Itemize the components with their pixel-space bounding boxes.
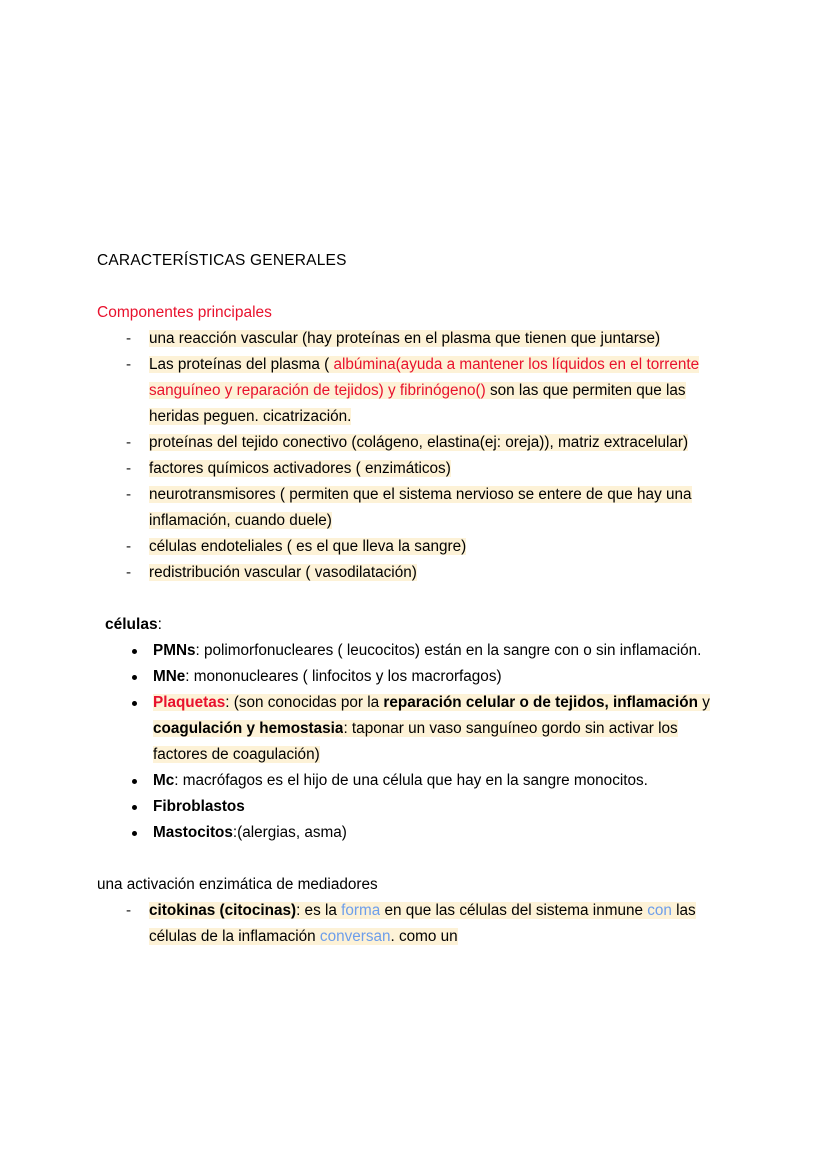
text-run: las células de la inflamación — [149, 902, 696, 945]
list-item — [97, 430, 732, 456]
text-run: una reacción vascular (hay proteínas en el plasma que tienen que juntarse) — [149, 330, 661, 347]
text-run: : es la — [296, 902, 342, 919]
text-run: proteínas del tejido conectivo (colágeno, elastina(ej: oreja)), matriz extracelular) — [149, 434, 689, 451]
text-run: y — [697, 694, 710, 711]
mediadores-intro: una activación enzimática de mediadores — [97, 876, 378, 893]
celulas-colon: : — [157, 616, 162, 633]
mediadores-list — [97, 898, 732, 950]
componentes-list — [97, 326, 732, 586]
text-run: forma — [341, 902, 381, 919]
text-run: Mastocitos — [153, 824, 233, 841]
celulas-list — [97, 638, 732, 846]
text-run: células endoteliales ( es el que lleva la sangre) — [149, 538, 467, 555]
text-run: en que las células del sistema inmune — [380, 902, 648, 919]
text-run: Plaquetas — [153, 694, 226, 711]
text-run: : mononucleares ( linfocitos y los macrorfagos) — [185, 668, 502, 685]
text-run: . como un — [390, 928, 458, 945]
list-item — [97, 664, 732, 690]
text-run: : (son conocidas por la — [225, 694, 384, 711]
text-run: albúmina(ayuda a mantener los líquidos en el torrente sanguíneo y reparación de tejidos) y fibrinógeno() — [149, 356, 700, 399]
list-item — [97, 326, 732, 352]
text-run: Fibroblastos — [153, 798, 245, 815]
text-run: :(alergias, asma) — [232, 824, 347, 841]
text-run: : macrófagos es el hijo de una célula que hay en la sangre monocitos. — [174, 772, 648, 789]
list-item — [97, 352, 732, 430]
list-item — [97, 898, 732, 950]
section-heading-celulas — [97, 612, 732, 638]
text-run: con — [647, 902, 672, 919]
celulas-label: células — [105, 616, 158, 633]
list-item — [97, 768, 732, 794]
text-run: MNe — [153, 668, 186, 685]
text-run: redistribución vascular ( vasodilatación) — [149, 564, 417, 581]
spacer-1 — [97, 586, 732, 612]
page-title: CARACTERÍSTICAS GENERALES — [97, 252, 347, 269]
text-run: : polimorfonucleares ( leucocitos) están en la sangre con o sin inflamación. — [195, 642, 702, 659]
text-run: citokinas (citocinas) — [149, 902, 297, 919]
text-run: son las que permiten que las heridas peguen. cicatrización. — [149, 382, 686, 425]
list-item — [97, 690, 732, 768]
section-heading-componentes: Componentes principales — [97, 304, 272, 321]
list-item — [97, 820, 732, 846]
text-run: Las proteínas del plasma ( — [149, 356, 334, 373]
text-run: : taponar un vaso sanguíneo gordo sin activar los factores de coagulación) — [153, 720, 678, 763]
list-item — [97, 794, 732, 820]
text-run: factores químicos activadores ( enzimáticos) — [149, 460, 451, 477]
list-item — [97, 456, 732, 482]
text-run: reparación celular o de tejidos, inflamación — [383, 694, 698, 711]
text-run: PMNs — [153, 642, 196, 659]
list-item — [97, 482, 732, 534]
text-run: Mc — [153, 772, 175, 789]
text-run: coagulación y hemostasia — [153, 720, 344, 737]
spacer-2 — [97, 846, 732, 872]
list-item — [97, 534, 732, 560]
list-item — [97, 560, 732, 586]
list-item — [97, 638, 732, 664]
text-run: conversan — [319, 928, 391, 945]
text-run: neurotransmisores ( permiten que el sistema nervioso se entere de que hay una inflamación, cuando duele) — [149, 486, 692, 529]
